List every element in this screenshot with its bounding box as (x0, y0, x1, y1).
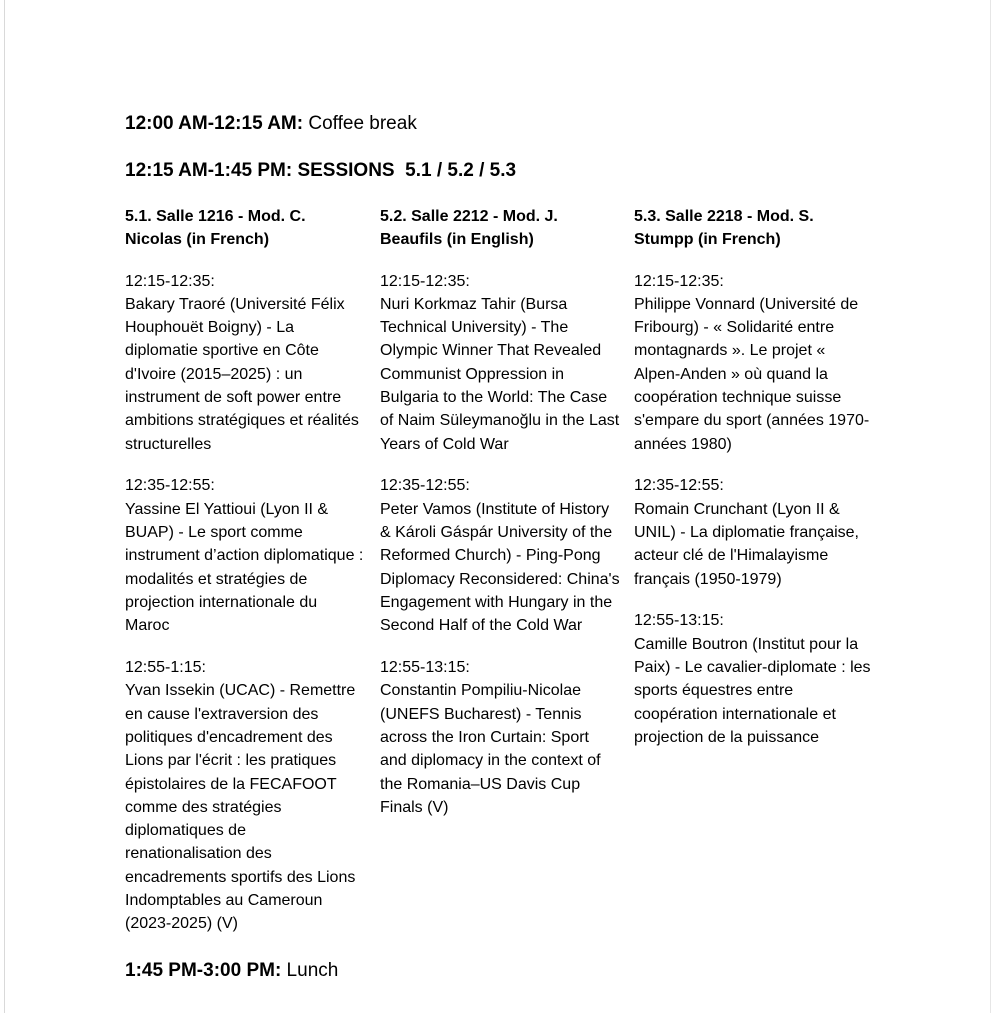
talk-item (125, 474, 365, 637)
talk-item (634, 474, 874, 590)
talk-time: 12:35-12:55: (634, 477, 724, 495)
session-column-5-2 (380, 205, 620, 838)
talk-description: Romain Crunchant (Lyon II & UNIL) - La diplomatie française, acteur clé de l'Himalayisme français (1950-1979) (634, 500, 859, 588)
talk-time: 12:15-12:35: (634, 272, 724, 290)
talk-time: 12:55-13:15: (634, 612, 724, 630)
talk-description: Camille Boutron (Institut pour la Paix) - Le cavalier-diplomate : les sports équestres entre coopération internationale et projection de la puissance (634, 635, 871, 746)
lunch-label: Lunch (281, 960, 339, 981)
coffee-break-line (125, 112, 417, 135)
sessions-heading (125, 159, 516, 182)
talk-item (125, 270, 365, 456)
coffee-break-time: 12:00 AM-12:15 AM: (125, 113, 304, 134)
session-heading: 5.1. Salle 1216 - Mod. C. Nicolas (in French) (125, 208, 306, 249)
session-column-5-1 (125, 205, 365, 954)
talk-time: 12:35-12:55: (380, 477, 470, 495)
talk-time: 12:55-1:15: (125, 659, 206, 677)
talk-description: Yassine El Yattioui (Lyon II & BUAP) - Le sport comme instrument d’action diplomatique : modalités et stratégies de projection internationale du Maroc (125, 500, 364, 635)
talk-description: Nuri Korkmaz Tahir (Bursa Technical University) - The Olympic Winner That Revealed Communist Oppression in Bulgaria to the World: The Case of Naim Süleymanoğlu in the Last Years of Cold War (380, 295, 620, 453)
session-heading: 5.3. Salle 2218 - Mod. S. Stumpp (in French) (634, 208, 814, 249)
page-right-edge (990, 0, 991, 1013)
talk-time: 12:15-12:35: (125, 272, 215, 290)
talk-item (380, 270, 620, 456)
talk-time: 12:15-12:35: (380, 272, 470, 290)
talk-item (634, 609, 874, 749)
session-column-5-3 (634, 205, 874, 768)
sessions-heading-text: 12:15 AM-1:45 PM: SESSIONS 5.1 / 5.2 / 5.3 (125, 160, 517, 181)
talk-item (634, 270, 874, 456)
talk-item (380, 656, 620, 819)
talk-description: Peter Vamos (Institute of History & Károli Gáspár University of the Reformed Church) - Ping-Pong Diplomacy Reconsidered: China's Engagement with Hungary in the Second Half of the Cold War (380, 500, 620, 635)
lunch-line (125, 959, 338, 982)
coffee-break-label: Coffee break (303, 113, 417, 134)
talk-description: Bakary Traoré (Université Félix Houphouët Boigny) - La diplomatie sportive en Côte d'Ivoire (2015–2025) : un instrument de soft power entre ambitions stratégiques et réalités structurelles (125, 295, 359, 453)
talk-time: 12:55-13:15: (380, 659, 470, 677)
lunch-time: 1:45 PM-3:00 PM: (125, 960, 282, 981)
talk-item (125, 656, 365, 936)
page-left-edge (4, 0, 5, 1013)
talk-time: 12:35-12:55: (125, 477, 215, 495)
talk-description: Constantin Pompiliu-Nicolae (UNEFS Bucharest) - Tennis across the Iron Curtain: Sport and diplomacy in the context of the Romania–US Davis Cup Finals (V) (380, 682, 601, 816)
talk-item (380, 474, 620, 637)
session-heading: 5.2. Salle 2212 - Mod. J. Beaufils (in English) (380, 208, 558, 249)
talk-description: Philippe Vonnard (Université de Fribourg) - « Solidarité entre montagnards ». Le projet « Alpen-Anden » où quand la coopération technique suisse s'empare du sport (années 1970-années 1980) (634, 295, 870, 453)
talk-description: Yvan Issekin (UCAC) - Remettre en cause l'extraversion des politiques d'encadrement des Lions par l'écrit : les pratiques épistolaires de la FECAFOOT comme des stratégies diplomatiques de renationalisation des encadrements sportifs des Lions Indomptables au Cameroun (2023-2025) (V) (125, 682, 356, 933)
